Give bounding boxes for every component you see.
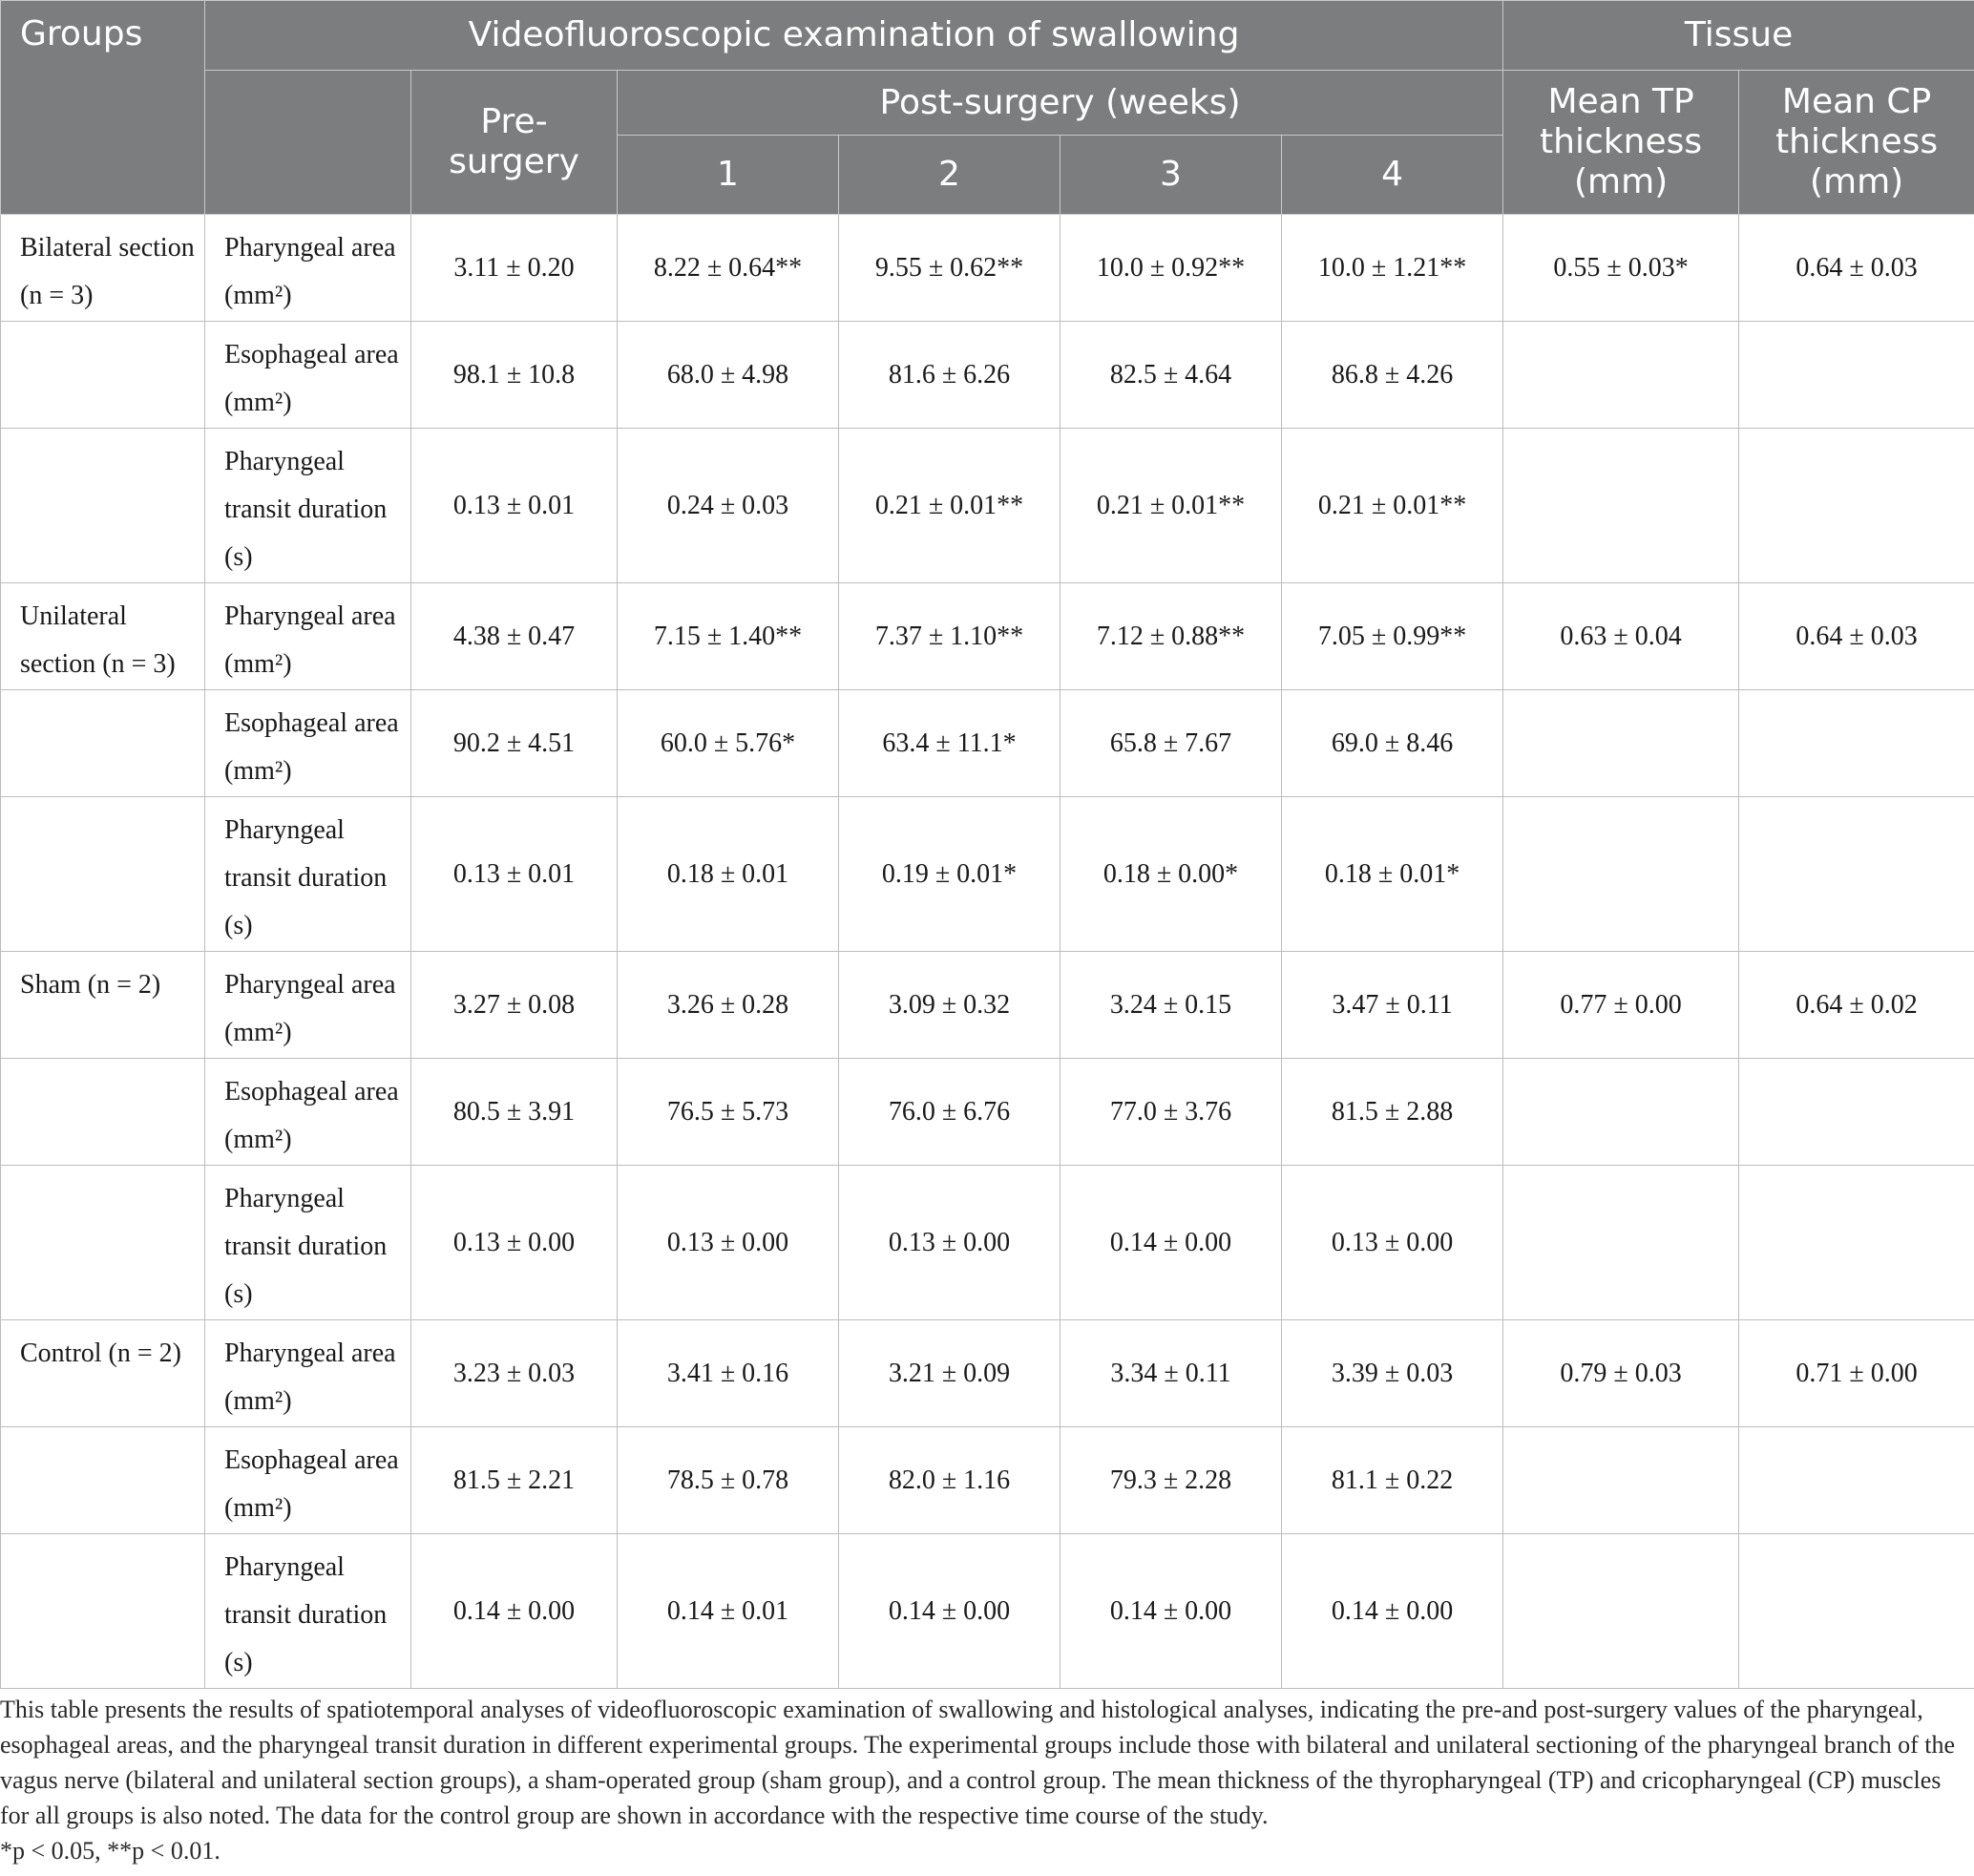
tp-thickness-cell: 0.79 ± 0.03 bbox=[1503, 1320, 1739, 1427]
week-3-cell: 3.24 ± 0.15 bbox=[1060, 952, 1282, 1059]
week-4-cell: 10.0 ± 1.21** bbox=[1282, 215, 1503, 322]
table-body bbox=[1, 215, 1974, 1689]
week-3-cell: 79.3 ± 2.28 bbox=[1060, 1427, 1282, 1534]
pre-surgery-cell: 90.2 ± 4.51 bbox=[411, 690, 618, 797]
group-cell bbox=[1, 322, 205, 429]
week-2-cell: 63.4 ± 11.1* bbox=[839, 690, 1060, 797]
group-cell: Unilateral section (n = 3) bbox=[1, 583, 205, 690]
header-tissue: Tissue bbox=[1503, 1, 1974, 71]
week-3-cell: 65.8 ± 7.67 bbox=[1060, 690, 1282, 797]
table-row bbox=[1, 1166, 1974, 1320]
week-2-cell: 76.0 ± 6.76 bbox=[839, 1059, 1060, 1166]
table-row bbox=[1, 583, 1974, 690]
week-3-cell: 0.18 ± 0.00* bbox=[1060, 797, 1282, 952]
cp-thickness-cell bbox=[1739, 1166, 1974, 1320]
table-row bbox=[1, 1320, 1974, 1427]
week-1-cell: 0.24 ± 0.03 bbox=[618, 429, 839, 583]
header-week-1: 1 bbox=[618, 136, 839, 215]
group-cell bbox=[1, 429, 205, 583]
measure-cell: Esophageal area (mm²) bbox=[205, 1427, 411, 1534]
week-1-cell: 7.15 ± 1.40** bbox=[618, 583, 839, 690]
tp-thickness-cell bbox=[1503, 1427, 1739, 1534]
header-week-2: 2 bbox=[839, 136, 1060, 215]
table-footnote bbox=[0, 1692, 1966, 1868]
table-row bbox=[1, 215, 1974, 322]
group-cell bbox=[1, 1059, 205, 1166]
measure-cell: Esophageal area (mm²) bbox=[205, 690, 411, 797]
week-3-cell: 7.12 ± 0.88** bbox=[1060, 583, 1282, 690]
week-4-cell: 0.13 ± 0.00 bbox=[1282, 1166, 1503, 1320]
week-4-cell: 7.05 ± 0.99** bbox=[1282, 583, 1503, 690]
group-cell bbox=[1, 690, 205, 797]
tp-thickness-cell bbox=[1503, 797, 1739, 952]
group-cell: Bilateral section (n = 3) bbox=[1, 215, 205, 322]
week-4-cell: 69.0 ± 8.46 bbox=[1282, 690, 1503, 797]
table-row bbox=[1, 797, 1974, 952]
week-1-cell: 3.26 ± 0.28 bbox=[618, 952, 839, 1059]
cp-thickness-cell bbox=[1739, 690, 1974, 797]
week-2-cell: 7.37 ± 1.10** bbox=[839, 583, 1060, 690]
week-2-cell: 0.14 ± 0.00 bbox=[839, 1534, 1060, 1689]
header-pre-surgery: Pre-surgery bbox=[411, 71, 618, 215]
week-3-cell: 0.14 ± 0.00 bbox=[1060, 1166, 1282, 1320]
tp-thickness-cell bbox=[1503, 1534, 1739, 1689]
pre-surgery-cell: 3.23 ± 0.03 bbox=[411, 1320, 618, 1427]
pre-surgery-cell: 4.38 ± 0.47 bbox=[411, 583, 618, 690]
cp-thickness-cell bbox=[1739, 322, 1974, 429]
week-1-cell: 8.22 ± 0.64** bbox=[618, 215, 839, 322]
cp-thickness-cell bbox=[1739, 429, 1974, 583]
pre-surgery-cell: 3.11 ± 0.20 bbox=[411, 215, 618, 322]
week-3-cell: 0.14 ± 0.00 bbox=[1060, 1534, 1282, 1689]
week-3-cell: 82.5 ± 4.64 bbox=[1060, 322, 1282, 429]
week-2-cell: 0.19 ± 0.01* bbox=[839, 797, 1060, 952]
week-1-cell: 78.5 ± 0.78 bbox=[618, 1427, 839, 1534]
tp-thickness-cell bbox=[1503, 429, 1739, 583]
measure-cell: Pharyngeal transit duration (s) bbox=[205, 797, 411, 952]
measure-cell: Pharyngeal area (mm²) bbox=[205, 215, 411, 322]
week-1-cell: 68.0 ± 4.98 bbox=[618, 322, 839, 429]
table-row bbox=[1, 952, 1974, 1059]
measure-cell: Esophageal area (mm²) bbox=[205, 322, 411, 429]
group-cell: Control (n = 2) bbox=[1, 1320, 205, 1427]
week-4-cell: 3.39 ± 0.03 bbox=[1282, 1320, 1503, 1427]
tp-thickness-cell bbox=[1503, 1059, 1739, 1166]
footnote-description: This table presents the results of spatiotemporal analyses of videofluoroscopic examination of swallowing and histological analyses, indicating the pre-and post-surgery values of the pharyngeal, esophageal areas, and the pharyngeal transit duration in different experimental groups. The experimental groups include those with bilateral and unilateral sectioning of the pharyngeal branch of the vagus nerve (bilateral and unilateral section groups), a sham-operated group (sham group), and a control group. The mean thickness of the thyropharyngeal (TP) and cricopharyngeal (CP) muscles for all groups is also noted. The data for the control group are shown in accordance with the respective time course of the study. bbox=[0, 1696, 1955, 1829]
header-week-4: 4 bbox=[1282, 136, 1503, 215]
table-header bbox=[1, 1, 1974, 215]
pre-surgery-cell: 3.27 ± 0.08 bbox=[411, 952, 618, 1059]
tp-thickness-cell bbox=[1503, 322, 1739, 429]
footnote-significance: *p < 0.05, **p < 0.01. bbox=[0, 1837, 220, 1865]
week-4-cell: 81.1 ± 0.22 bbox=[1282, 1427, 1503, 1534]
week-1-cell: 60.0 ± 5.76* bbox=[618, 690, 839, 797]
group-cell bbox=[1, 1427, 205, 1534]
pre-surgery-cell: 0.13 ± 0.01 bbox=[411, 797, 618, 952]
week-3-cell: 10.0 ± 0.92** bbox=[1060, 215, 1282, 322]
week-4-cell: 0.18 ± 0.01* bbox=[1282, 797, 1503, 952]
header-mean-cp: Mean CP thickness (mm) bbox=[1739, 71, 1974, 215]
cp-thickness-cell bbox=[1739, 1059, 1974, 1166]
week-1-cell: 0.18 ± 0.01 bbox=[618, 797, 839, 952]
pre-surgery-cell: 0.13 ± 0.01 bbox=[411, 429, 618, 583]
week-2-cell: 3.21 ± 0.09 bbox=[839, 1320, 1060, 1427]
cp-thickness-cell: 0.71 ± 0.00 bbox=[1739, 1320, 1974, 1427]
week-4-cell: 0.21 ± 0.01** bbox=[1282, 429, 1503, 583]
week-1-cell: 0.13 ± 0.00 bbox=[618, 1166, 839, 1320]
group-cell: Sham (n = 2) bbox=[1, 952, 205, 1059]
table-row bbox=[1, 1427, 1974, 1534]
week-2-cell: 81.6 ± 6.26 bbox=[839, 322, 1060, 429]
week-1-cell: 76.5 ± 5.73 bbox=[618, 1059, 839, 1166]
measure-cell: Pharyngeal transit duration (s) bbox=[205, 1534, 411, 1689]
week-4-cell: 81.5 ± 2.88 bbox=[1282, 1059, 1503, 1166]
tp-thickness-cell: 0.63 ± 0.04 bbox=[1503, 583, 1739, 690]
tp-thickness-cell bbox=[1503, 1166, 1739, 1320]
week-1-cell: 0.14 ± 0.01 bbox=[618, 1534, 839, 1689]
header-week-3: 3 bbox=[1060, 136, 1282, 215]
week-3-cell: 0.21 ± 0.01** bbox=[1060, 429, 1282, 583]
measure-cell: Pharyngeal area (mm²) bbox=[205, 952, 411, 1059]
cp-thickness-cell: 0.64 ± 0.02 bbox=[1739, 952, 1974, 1059]
header-mean-tp: Mean TP thickness (mm) bbox=[1503, 71, 1739, 215]
measure-cell: Pharyngeal transit duration (s) bbox=[205, 1166, 411, 1320]
measure-cell: Pharyngeal area (mm²) bbox=[205, 1320, 411, 1427]
measure-cell: Pharyngeal area (mm²) bbox=[205, 583, 411, 690]
week-4-cell: 86.8 ± 4.26 bbox=[1282, 322, 1503, 429]
table-row bbox=[1, 429, 1974, 583]
week-2-cell: 9.55 ± 0.62** bbox=[839, 215, 1060, 322]
pre-surgery-cell: 0.13 ± 0.00 bbox=[411, 1166, 618, 1320]
week-4-cell: 3.47 ± 0.11 bbox=[1282, 952, 1503, 1059]
tp-thickness-cell: 0.55 ± 0.03* bbox=[1503, 215, 1739, 322]
cp-thickness-cell: 0.64 ± 0.03 bbox=[1739, 583, 1974, 690]
pre-surgery-cell: 80.5 ± 3.91 bbox=[411, 1059, 618, 1166]
tp-thickness-cell bbox=[1503, 690, 1739, 797]
group-cell bbox=[1, 1534, 205, 1689]
week-2-cell: 0.21 ± 0.01** bbox=[839, 429, 1060, 583]
header-vfss: Videofluoroscopic examination of swallowing bbox=[205, 1, 1503, 71]
week-4-cell: 0.14 ± 0.00 bbox=[1282, 1534, 1503, 1689]
pre-surgery-cell: 0.14 ± 0.00 bbox=[411, 1534, 618, 1689]
week-3-cell: 3.34 ± 0.11 bbox=[1060, 1320, 1282, 1427]
week-2-cell: 82.0 ± 1.16 bbox=[839, 1427, 1060, 1534]
group-cell bbox=[1, 1166, 205, 1320]
group-cell bbox=[1, 797, 205, 952]
week-3-cell: 77.0 ± 3.76 bbox=[1060, 1059, 1282, 1166]
header-post-surgery: Post-surgery (weeks) bbox=[618, 71, 1503, 136]
table-row bbox=[1, 1059, 1974, 1166]
week-1-cell: 3.41 ± 0.16 bbox=[618, 1320, 839, 1427]
measure-cell: Pharyngeal transit duration (s) bbox=[205, 429, 411, 583]
table-row bbox=[1, 322, 1974, 429]
cp-thickness-cell bbox=[1739, 797, 1974, 952]
cp-thickness-cell bbox=[1739, 1427, 1974, 1534]
measure-cell: Esophageal area (mm²) bbox=[205, 1059, 411, 1166]
cp-thickness-cell: 0.64 ± 0.03 bbox=[1739, 215, 1974, 322]
pre-surgery-cell: 98.1 ± 10.8 bbox=[411, 322, 618, 429]
pre-surgery-cell: 81.5 ± 2.21 bbox=[411, 1427, 618, 1534]
header-groups: Groups bbox=[1, 1, 205, 215]
cp-thickness-cell bbox=[1739, 1534, 1974, 1689]
table-row bbox=[1, 1534, 1974, 1689]
tp-thickness-cell: 0.77 ± 0.00 bbox=[1503, 952, 1739, 1059]
week-2-cell: 3.09 ± 0.32 bbox=[839, 952, 1060, 1059]
header-blank bbox=[205, 71, 411, 215]
week-2-cell: 0.13 ± 0.00 bbox=[839, 1166, 1060, 1320]
table-row bbox=[1, 690, 1974, 797]
